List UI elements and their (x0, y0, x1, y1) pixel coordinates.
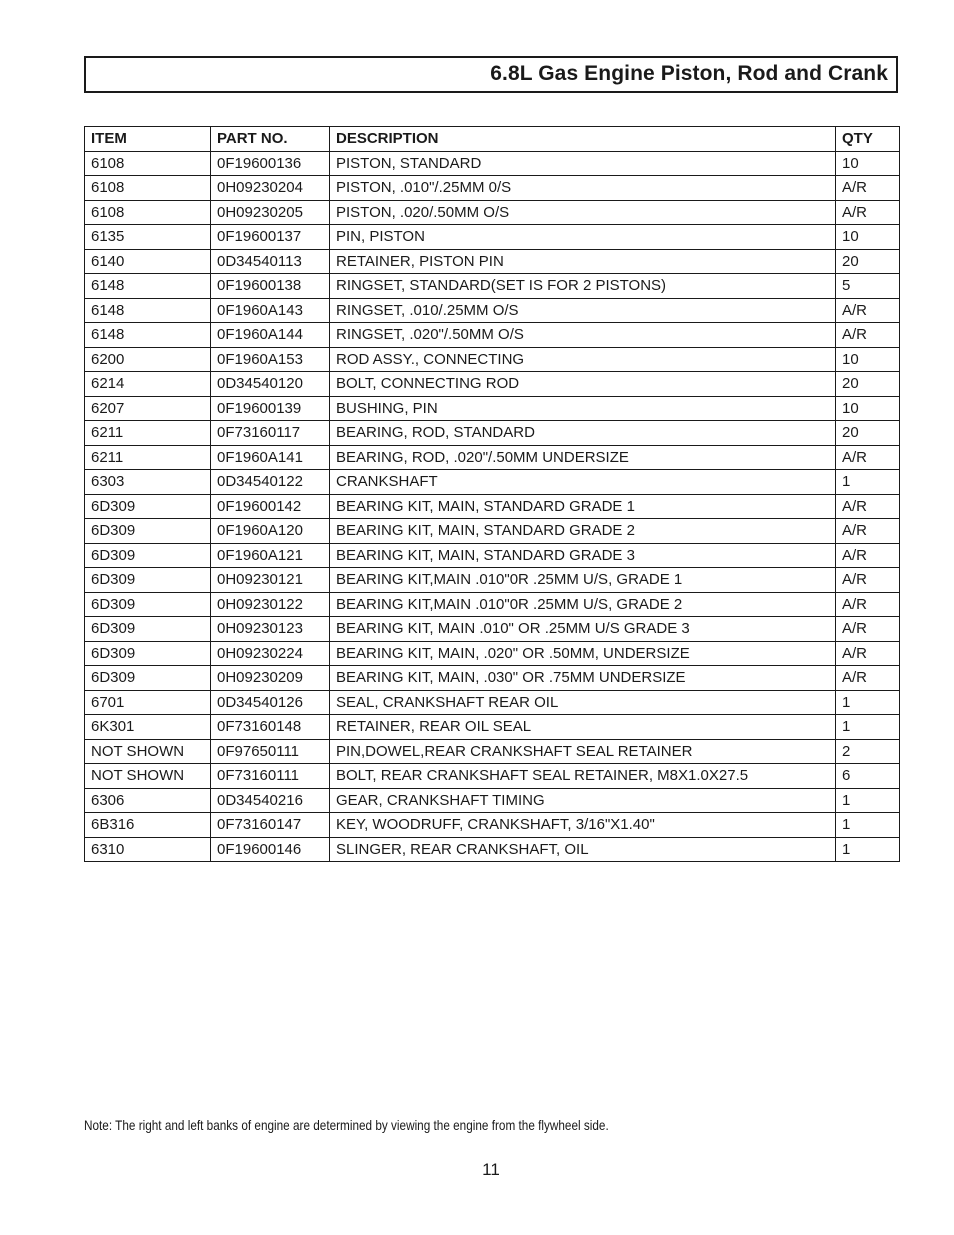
cell-part-no: 0F1960A141 (211, 445, 330, 470)
table-row (85, 568, 900, 593)
table-row (85, 617, 900, 642)
table-row (85, 788, 900, 813)
cell-part-no: 0H09230224 (211, 641, 330, 666)
cell-description: PISTON, .020/.50MM O/S (330, 200, 836, 225)
cell-part-no: 0F19600138 (211, 274, 330, 299)
cell-description: BEARING KIT, MAIN, .020" OR .50MM, UNDERSIZE (330, 641, 836, 666)
table-row (85, 837, 900, 862)
table-row (85, 151, 900, 176)
cell-item: 6D309 (85, 592, 211, 617)
table-row (85, 372, 900, 397)
cell-qty: 10 (836, 225, 900, 250)
table-row (85, 641, 900, 666)
cell-item: 6211 (85, 421, 211, 446)
cell-part-no: 0D34540113 (211, 249, 330, 274)
cell-part-no: 0F1960A153 (211, 347, 330, 372)
cell-part-no: 0F73160111 (211, 764, 330, 789)
cell-item: 6B316 (85, 813, 211, 838)
cell-item: 6200 (85, 347, 211, 372)
cell-part-no: 0D34540120 (211, 372, 330, 397)
cell-description: BEARING, ROD, .020"/.50MM UNDERSIZE (330, 445, 836, 470)
cell-item: 6108 (85, 176, 211, 201)
cell-part-no: 0H09230123 (211, 617, 330, 642)
cell-qty: 1 (836, 690, 900, 715)
cell-qty: 1 (836, 788, 900, 813)
cell-part-no: 0D34540126 (211, 690, 330, 715)
cell-description: SLINGER, REAR CRANKSHAFT, OIL (330, 837, 836, 862)
cell-item: 6310 (85, 837, 211, 862)
cell-part-no: 0H09230122 (211, 592, 330, 617)
cell-qty: 10 (836, 396, 900, 421)
cell-qty: 10 (836, 151, 900, 176)
cell-part-no: 0H09230204 (211, 176, 330, 201)
cell-item: 6108 (85, 200, 211, 225)
table-header-row (85, 127, 900, 152)
cell-item: 6D309 (85, 519, 211, 544)
cell-description: BEARING KIT, MAIN, STANDARD GRADE 3 (330, 543, 836, 568)
cell-part-no: 0F1960A121 (211, 543, 330, 568)
cell-qty: A/R (836, 200, 900, 225)
cell-part-no: 0F73160148 (211, 715, 330, 740)
cell-item: 6135 (85, 225, 211, 250)
table-row (85, 445, 900, 470)
cell-qty: A/R (836, 568, 900, 593)
cell-part-no: 0F19600139 (211, 396, 330, 421)
cell-item: 6K301 (85, 715, 211, 740)
parts-table (84, 126, 900, 862)
cell-description: BEARING KIT, MAIN, STANDARD GRADE 1 (330, 494, 836, 519)
cell-description: PISTON, STANDARD (330, 151, 836, 176)
cell-part-no: 0H09230205 (211, 200, 330, 225)
cell-description: GEAR, CRANKSHAFT TIMING (330, 788, 836, 813)
table-row (85, 200, 900, 225)
cell-description: PIN,DOWEL,REAR CRANKSHAFT SEAL RETAINER (330, 739, 836, 764)
cell-qty: 1 (836, 837, 900, 862)
cell-description: RETAINER, PISTON PIN (330, 249, 836, 274)
cell-qty: A/R (836, 543, 900, 568)
cell-item: 6D309 (85, 666, 211, 691)
table-row (85, 421, 900, 446)
cell-item: 6303 (85, 470, 211, 495)
cell-item: 6D309 (85, 494, 211, 519)
cell-item: 6701 (85, 690, 211, 715)
cell-description: RINGSET, .020"/.50MM O/S (330, 323, 836, 348)
cell-part-no: 0F19600146 (211, 837, 330, 862)
cell-description: RINGSET, STANDARD(SET IS FOR 2 PISTONS) (330, 274, 836, 299)
cell-part-no: 0F19600136 (211, 151, 330, 176)
table-row (85, 690, 900, 715)
cell-part-no: 0H09230121 (211, 568, 330, 593)
cell-item: 6207 (85, 396, 211, 421)
table-row (85, 470, 900, 495)
cell-qty: 20 (836, 372, 900, 397)
cell-item: 6108 (85, 151, 211, 176)
cell-description: BEARING KIT,MAIN .010"0R .25MM U/S, GRADE 2 (330, 592, 836, 617)
cell-description: ROD ASSY., CONNECTING (330, 347, 836, 372)
cell-description: BEARING KIT, MAIN .010" OR .25MM U/S GRADE 3 (330, 617, 836, 642)
cell-description: BUSHING, PIN (330, 396, 836, 421)
cell-qty: A/R (836, 445, 900, 470)
table-row (85, 739, 900, 764)
cell-qty: 1 (836, 813, 900, 838)
cell-description: RETAINER, REAR OIL SEAL (330, 715, 836, 740)
cell-part-no: 0D34540216 (211, 788, 330, 813)
cell-qty: A/R (836, 641, 900, 666)
cell-item: 6D309 (85, 568, 211, 593)
page-number: 11 (482, 1160, 500, 1179)
cell-description: BEARING KIT,MAIN .010"0R .25MM U/S, GRADE 1 (330, 568, 836, 593)
footnote: Note: The right and left banks of engine are determined by viewing the engine from the flywheel side. (84, 1117, 609, 1133)
cell-part-no: 0F1960A144 (211, 323, 330, 348)
table-row (85, 813, 900, 838)
cell-qty: A/R (836, 298, 900, 323)
table-row (85, 274, 900, 299)
cell-part-no: 0F73160117 (211, 421, 330, 446)
cell-part-no: 0D34540122 (211, 470, 330, 495)
cell-description: CRANKSHAFT (330, 470, 836, 495)
cell-qty: 2 (836, 739, 900, 764)
header-item: ITEM (85, 127, 211, 152)
header-qty: QTY (836, 127, 900, 152)
table-row (85, 715, 900, 740)
cell-description: RINGSET, .010/.25MM O/S (330, 298, 836, 323)
cell-item: 6148 (85, 323, 211, 348)
cell-part-no: 0F19600142 (211, 494, 330, 519)
cell-part-no: 0F97650111 (211, 739, 330, 764)
cell-item: 6148 (85, 298, 211, 323)
cell-description: KEY, WOODRUFF, CRANKSHAFT, 3/16"X1.40" (330, 813, 836, 838)
cell-qty: 1 (836, 470, 900, 495)
cell-part-no: 0H09230209 (211, 666, 330, 691)
cell-qty: 20 (836, 421, 900, 446)
cell-description: PIN, PISTON (330, 225, 836, 250)
cell-description: SEAL, CRANKSHAFT REAR OIL (330, 690, 836, 715)
cell-item: 6140 (85, 249, 211, 274)
cell-part-no: 0F19600137 (211, 225, 330, 250)
cell-description: PISTON, .010"/.25MM 0/S (330, 176, 836, 201)
cell-part-no: 0F73160147 (211, 813, 330, 838)
table-row (85, 347, 900, 372)
header-description: DESCRIPTION (330, 127, 836, 152)
table-row (85, 298, 900, 323)
table-row (85, 592, 900, 617)
cell-part-no: 0F1960A120 (211, 519, 330, 544)
cell-description: BEARING, ROD, STANDARD (330, 421, 836, 446)
cell-qty: A/R (836, 494, 900, 519)
cell-qty: A/R (836, 176, 900, 201)
table-row (85, 666, 900, 691)
parts-table-body (85, 151, 900, 862)
table-row (85, 764, 900, 789)
table-row (85, 225, 900, 250)
page-title: 6.8L Gas Engine Piston, Rod and Crank (490, 62, 888, 85)
header-part-no: PART NO. (211, 127, 330, 152)
cell-item: NOT SHOWN (85, 739, 211, 764)
table-row (85, 396, 900, 421)
cell-item: 6D309 (85, 617, 211, 642)
table-row (85, 176, 900, 201)
cell-qty: 5 (836, 274, 900, 299)
cell-qty: A/R (836, 617, 900, 642)
cell-item: 6214 (85, 372, 211, 397)
table-row (85, 249, 900, 274)
table-row (85, 543, 900, 568)
cell-description: BEARING KIT, MAIN, .030" OR .75MM UNDERSIZE (330, 666, 836, 691)
cell-qty: A/R (836, 666, 900, 691)
cell-item: 6306 (85, 788, 211, 813)
cell-item: NOT SHOWN (85, 764, 211, 789)
cell-item: 6148 (85, 274, 211, 299)
table-row (85, 323, 900, 348)
table-row (85, 494, 900, 519)
cell-description: BOLT, REAR CRANKSHAFT SEAL RETAINER, M8X1.0X27.5 (330, 764, 836, 789)
cell-qty: 6 (836, 764, 900, 789)
cell-item: 6211 (85, 445, 211, 470)
cell-item: 6D309 (85, 641, 211, 666)
cell-qty: A/R (836, 592, 900, 617)
page-title-box (84, 56, 898, 93)
cell-description: BEARING KIT, MAIN, STANDARD GRADE 2 (330, 519, 836, 544)
cell-qty: 10 (836, 347, 900, 372)
cell-qty: 1 (836, 715, 900, 740)
table-row (85, 519, 900, 544)
cell-part-no: 0F1960A143 (211, 298, 330, 323)
cell-qty: A/R (836, 519, 900, 544)
cell-qty: 20 (836, 249, 900, 274)
cell-qty: A/R (836, 323, 900, 348)
cell-description: BOLT, CONNECTING ROD (330, 372, 836, 397)
cell-item: 6D309 (85, 543, 211, 568)
